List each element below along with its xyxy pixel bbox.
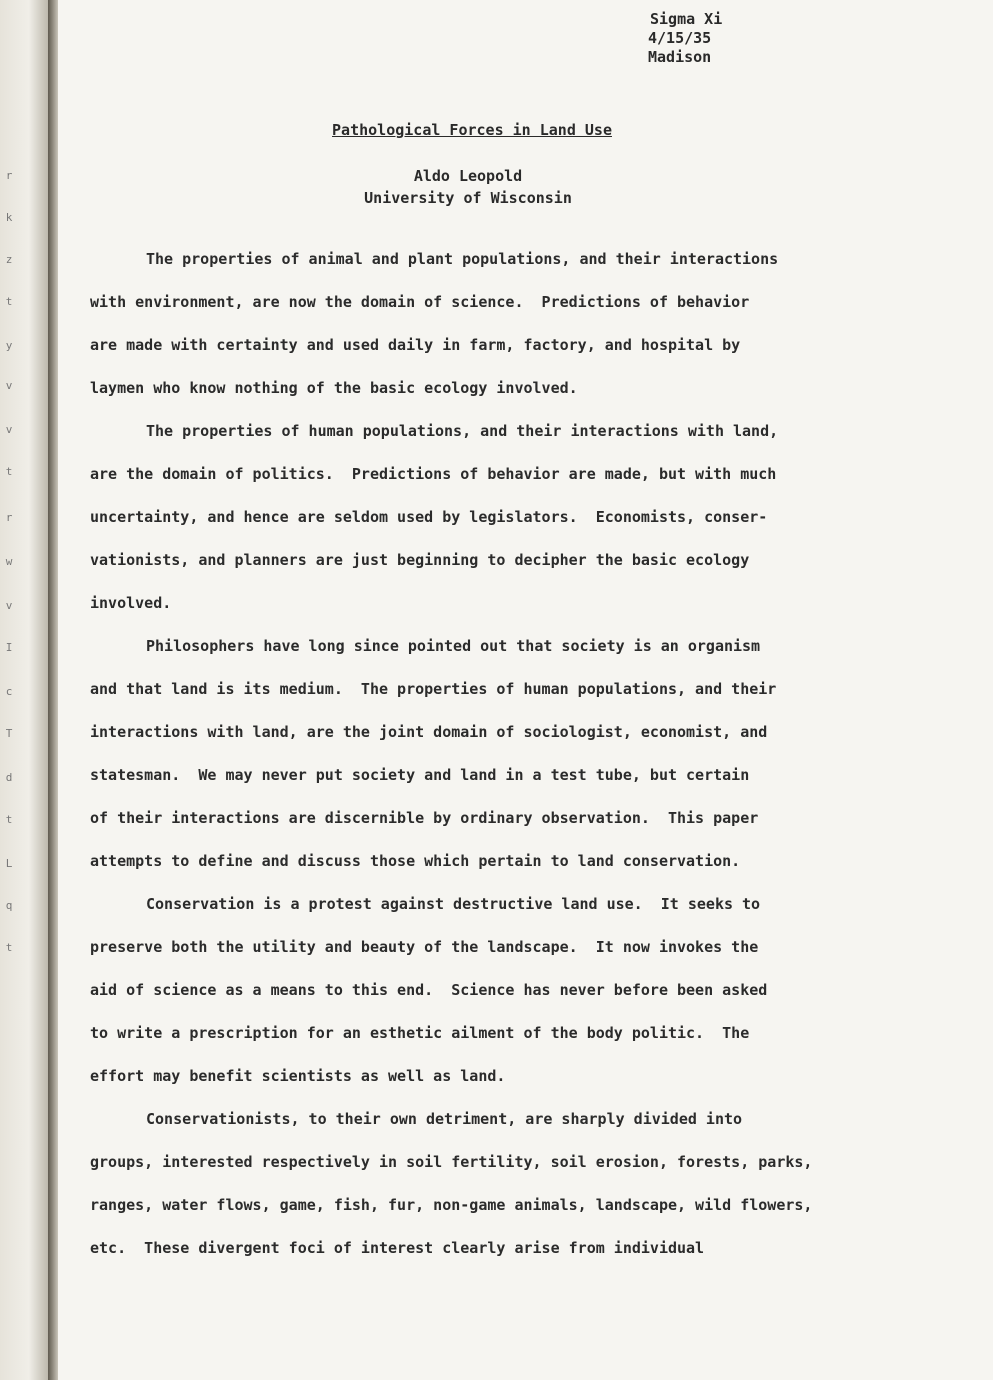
text-line: groups, interested respectively in soil fertility, soil erosion, forests, parks,: [90, 1153, 813, 1171]
text-line: uncertainty, and hence are seldom used by legislators. Economists, conser-: [90, 508, 768, 526]
text-line: are the domain of politics. Predictions of behavior are made, but with much: [90, 465, 777, 483]
margin-mark: k: [5, 211, 13, 224]
margin-mark: v: [5, 379, 13, 392]
margin-mark: w: [5, 555, 13, 568]
margin-mark: t: [5, 941, 13, 954]
margin-mark: q: [5, 899, 13, 912]
margin-mark: t: [5, 465, 13, 478]
text-line: Philosophers have long since pointed out that society is an organism: [146, 637, 761, 655]
text-line: preserve both the utility and beauty of the landscape. It now invokes the: [90, 938, 759, 956]
margin-mark: I: [5, 641, 13, 654]
text-line: vationists, and planners are just beginning to decipher the basic ecology: [90, 551, 750, 569]
text-line: etc. These divergent foci of interest clearly arise from individual: [90, 1239, 705, 1257]
text-line: to write a prescription for an esthetic ailment of the body politic. The: [90, 1024, 750, 1042]
facing-page-edge: [0, 0, 48, 1380]
text-line: of their interactions are discernible by ordinary observation. This paper: [90, 809, 759, 827]
header-place: Madison: [648, 48, 712, 66]
margin-mark: v: [5, 423, 13, 436]
text-line: Conservation is a protest against destructive land use. It seeks to: [146, 895, 761, 913]
margin-mark: v: [5, 599, 13, 612]
text-line: attempts to define and discuss those which pertain to land conservation.: [90, 852, 741, 870]
text-line: involved.: [90, 594, 172, 612]
text-line: The properties of animal and plant populations, and their interactions: [146, 250, 779, 268]
margin-mark: t: [5, 813, 13, 826]
margin-mark: L: [5, 857, 13, 870]
text-line: ranges, water flows, game, fish, fur, non-game animals, landscape, wild flowers,: [90, 1196, 813, 1214]
document-title-wrap: [58, 121, 886, 139]
margin-mark: y: [5, 339, 13, 352]
text-line: effort may benefit scientists as well as land.: [90, 1067, 506, 1085]
text-line: aid of science as a means to this end. Science has never before been asked: [90, 981, 768, 999]
author-affiliation: University of Wisconsin: [364, 189, 572, 207]
text-line: Conservationists, to their own detriment, are sharply divided into: [146, 1110, 743, 1128]
text-line: The properties of human populations, and their interactions with land,: [146, 422, 779, 440]
margin-mark: c: [5, 685, 13, 698]
margin-mark: r: [5, 169, 13, 182]
author-block: [58, 165, 878, 209]
book-spine: [48, 0, 58, 1380]
margin-mark: T: [5, 727, 13, 740]
text-line: with environment, are now the domain of science. Predictions of behavior: [90, 293, 750, 311]
header-date: 4/15/35: [648, 29, 712, 47]
header-org: Sigma Xi: [650, 10, 723, 28]
body-text: [90, 246, 980, 1278]
margin-mark: t: [5, 295, 13, 308]
margin-mark: d: [5, 771, 13, 784]
author-name: Aldo Leopold: [413, 167, 523, 185]
text-line: are made with certainty and used daily in farm, factory, and hospital by: [90, 336, 741, 354]
text-line: and that land is its medium. The properties of human populations, and their: [90, 680, 777, 698]
document-page: [58, 0, 993, 1380]
text-line: interactions with land, are the joint domain of sociologist, economist, and: [90, 723, 768, 741]
header-stamp: [648, 10, 758, 67]
text-line: laymen who know nothing of the basic ecology involved.: [90, 379, 578, 397]
text-line: statesman. We may never put society and land in a test tube, but certain: [90, 766, 750, 784]
margin-mark: z: [5, 253, 13, 266]
document-title: Pathological Forces in Land Use: [332, 121, 612, 139]
margin-mark: r: [5, 511, 13, 524]
